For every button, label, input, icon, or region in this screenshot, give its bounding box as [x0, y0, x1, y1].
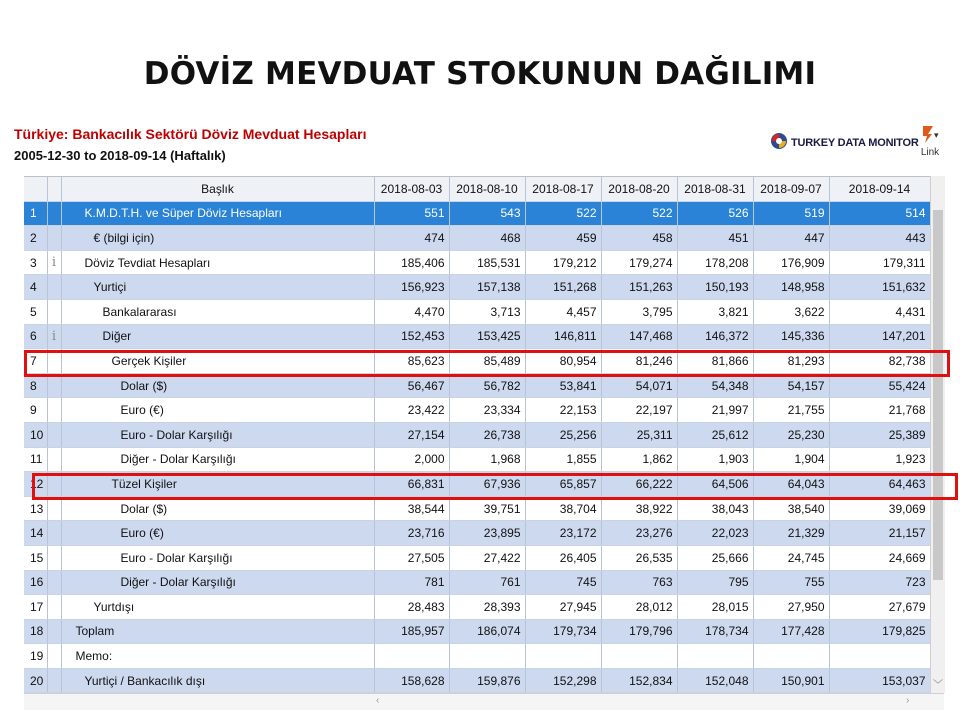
value-cell[interactable]: [601, 644, 677, 669]
value-cell[interactable]: 64,043: [753, 472, 829, 497]
row-label[interactable]: Toplam: [61, 619, 374, 644]
row-number: 9: [24, 398, 47, 423]
table-row[interactable]: [24, 595, 930, 620]
value-cell[interactable]: 81,246: [601, 349, 677, 374]
value-cell[interactable]: 4,457: [525, 299, 601, 324]
value-cell[interactable]: 723: [829, 570, 930, 595]
table-row[interactable]: [24, 398, 930, 423]
value-cell[interactable]: 152,834: [601, 668, 677, 693]
value-cell[interactable]: 25,230: [753, 422, 829, 447]
table-row[interactable]: [24, 619, 930, 644]
value-cell[interactable]: 763: [601, 570, 677, 595]
row-number: 19: [24, 644, 47, 669]
value-cell[interactable]: 745: [525, 570, 601, 595]
row-label[interactable]: Bankalararası: [61, 299, 374, 324]
row-label[interactable]: Gerçek Kişiler: [61, 349, 374, 374]
chevron-left-icon[interactable]: ‹: [376, 695, 380, 706]
value-cell[interactable]: 65,857: [525, 472, 601, 497]
link-button[interactable]: [915, 124, 945, 158]
value-cell[interactable]: 23,334: [449, 398, 525, 423]
table-row[interactable]: [24, 545, 930, 570]
info-cell: [47, 521, 61, 546]
table-row[interactable]: [24, 324, 930, 349]
value-cell[interactable]: 1,855: [525, 447, 601, 472]
value-cell[interactable]: 1,862: [601, 447, 677, 472]
value-cell[interactable]: 1,923: [829, 447, 930, 472]
value-cell[interactable]: 27,422: [449, 545, 525, 570]
info-cell: [47, 570, 61, 595]
info-cell: [47, 275, 61, 300]
value-cell[interactable]: 159,876: [449, 668, 525, 693]
column-header[interactable]: Başlık: [61, 177, 374, 202]
table-row[interactable]: [24, 668, 930, 693]
value-cell[interactable]: [677, 644, 753, 669]
info-column-header: [47, 177, 61, 202]
value-cell[interactable]: 64,506: [677, 472, 753, 497]
value-cell[interactable]: 82,738: [829, 349, 930, 374]
info-cell: [47, 644, 61, 669]
value-cell[interactable]: 80,954: [525, 349, 601, 374]
value-cell[interactable]: 24,745: [753, 545, 829, 570]
value-cell[interactable]: 153,425: [449, 324, 525, 349]
value-cell[interactable]: 25,612: [677, 422, 753, 447]
column-header[interactable]: 2018-08-03: [374, 177, 449, 202]
value-cell[interactable]: 543: [449, 201, 525, 226]
value-cell[interactable]: 179,825: [829, 619, 930, 644]
lightning-link-icon: [915, 124, 945, 147]
value-cell[interactable]: 55,424: [829, 373, 930, 398]
value-cell[interactable]: 145,336: [753, 324, 829, 349]
row-label[interactable]: K.M.D.T.H. ve Süper Döviz Hesapları: [61, 201, 374, 226]
value-cell[interactable]: 26,405: [525, 545, 601, 570]
report-date-range: 2005-12-30 to 2018-09-14 (Haftalık): [14, 148, 226, 163]
row-number: 8: [24, 373, 47, 398]
column-header[interactable]: 2018-08-20: [601, 177, 677, 202]
info-cell: [47, 545, 61, 570]
value-cell[interactable]: [374, 644, 449, 669]
value-cell[interactable]: 151,632: [829, 275, 930, 300]
row-label[interactable]: Yurtiçi / Bankacılık dışı: [61, 668, 374, 693]
value-cell[interactable]: 56,782: [449, 373, 525, 398]
row-label[interactable]: Dolar ($): [61, 496, 374, 521]
value-cell[interactable]: 147,201: [829, 324, 930, 349]
row-number: 17: [24, 595, 47, 620]
value-cell[interactable]: 85,489: [449, 349, 525, 374]
value-cell[interactable]: 146,372: [677, 324, 753, 349]
table-row[interactable]: [24, 447, 930, 472]
row-number: 10: [24, 422, 47, 447]
column-header[interactable]: 2018-08-31: [677, 177, 753, 202]
row-label[interactable]: € (bilgi için): [61, 226, 374, 251]
value-cell[interactable]: 459: [525, 226, 601, 251]
column-header[interactable]: 2018-08-17: [525, 177, 601, 202]
row-number: 14: [24, 521, 47, 546]
value-cell[interactable]: 67,936: [449, 472, 525, 497]
link-dropdown-arrow: ▾: [934, 131, 939, 141]
chevron-right-icon[interactable]: ›: [906, 695, 910, 706]
value-cell[interactable]: 1,904: [753, 447, 829, 472]
value-cell[interactable]: 177,428: [753, 619, 829, 644]
value-cell[interactable]: 1,903: [677, 447, 753, 472]
value-cell[interactable]: 25,256: [525, 422, 601, 447]
value-cell[interactable]: 54,071: [601, 373, 677, 398]
value-cell[interactable]: 27,679: [829, 595, 930, 620]
value-cell[interactable]: 27,950: [753, 595, 829, 620]
value-cell[interactable]: 28,483: [374, 595, 449, 620]
row-number: 18: [24, 619, 47, 644]
row-label[interactable]: Euro (€): [61, 398, 374, 423]
value-cell[interactable]: 26,738: [449, 422, 525, 447]
value-cell[interactable]: 21,157: [829, 521, 930, 546]
value-cell[interactable]: 22,153: [525, 398, 601, 423]
value-cell[interactable]: 85,623: [374, 349, 449, 374]
value-cell[interactable]: 150,901: [753, 668, 829, 693]
value-cell[interactable]: 21,997: [677, 398, 753, 423]
value-cell[interactable]: 151,263: [601, 275, 677, 300]
table-row[interactable]: [24, 644, 930, 669]
value-cell[interactable]: 38,544: [374, 496, 449, 521]
value-cell[interactable]: 755: [753, 570, 829, 595]
value-cell[interactable]: 153,037: [829, 668, 930, 693]
row-number: 6: [24, 324, 47, 349]
vertical-scrollbar[interactable]: [930, 176, 945, 693]
info-icon[interactable]: i: [47, 324, 61, 349]
row-label[interactable]: Memo:: [61, 644, 374, 669]
row-number: 3: [24, 250, 47, 275]
value-cell[interactable]: 21,768: [829, 398, 930, 423]
highlight-box-gercek-kisiler: [24, 350, 950, 377]
value-cell[interactable]: 178,734: [677, 619, 753, 644]
value-cell[interactable]: 81,293: [753, 349, 829, 374]
info-cell: [47, 447, 61, 472]
value-cell[interactable]: 157,138: [449, 275, 525, 300]
value-cell[interactable]: 3,622: [753, 299, 829, 324]
value-cell[interactable]: 447: [753, 226, 829, 251]
value-cell[interactable]: 186,074: [449, 619, 525, 644]
table-row[interactable]: [24, 570, 930, 595]
value-cell[interactable]: 158,628: [374, 668, 449, 693]
data-grid: [24, 176, 931, 693]
value-cell[interactable]: 66,222: [601, 472, 677, 497]
value-cell[interactable]: 781: [374, 570, 449, 595]
brand-logo[interactable]: [770, 132, 919, 153]
row-label[interactable]: Tüzel Kişiler: [61, 472, 374, 497]
value-cell[interactable]: 38,540: [753, 496, 829, 521]
value-cell[interactable]: 26,535: [601, 545, 677, 570]
value-cell[interactable]: 39,069: [829, 496, 930, 521]
column-header[interactable]: 2018-09-07: [753, 177, 829, 202]
row-number: 15: [24, 545, 47, 570]
value-cell[interactable]: 156,923: [374, 275, 449, 300]
value-cell[interactable]: 27,505: [374, 545, 449, 570]
link-label: Link: [920, 147, 940, 158]
report-title: Türkiye: Bankacılık Sektörü Döviz Mevduat Hesapları: [14, 126, 367, 142]
value-cell[interactable]: 514: [829, 201, 930, 226]
row-label[interactable]: Dolar ($): [61, 373, 374, 398]
value-cell[interactable]: 53,841: [525, 373, 601, 398]
value-cell[interactable]: 795: [677, 570, 753, 595]
globe-logo-icon: [770, 132, 788, 153]
info-cell: [47, 201, 61, 226]
row-label[interactable]: Euro (€): [61, 521, 374, 546]
value-cell[interactable]: 179,311: [829, 250, 930, 275]
row-label[interactable]: Diğer - Dolar Karşılığı: [61, 570, 374, 595]
value-cell[interactable]: 27,154: [374, 422, 449, 447]
info-cell: [47, 619, 61, 644]
value-cell[interactable]: 152,048: [677, 668, 753, 693]
row-label[interactable]: Diğer: [61, 324, 374, 349]
value-cell[interactable]: 81,866: [677, 349, 753, 374]
value-cell[interactable]: [525, 644, 601, 669]
value-cell[interactable]: 451: [677, 226, 753, 251]
info-cell: [47, 398, 61, 423]
value-cell[interactable]: 39,751: [449, 496, 525, 521]
value-cell[interactable]: 179,734: [525, 619, 601, 644]
value-cell[interactable]: 28,393: [449, 595, 525, 620]
row-number: 7: [24, 349, 47, 374]
value-cell[interactable]: 23,895: [449, 521, 525, 546]
row-number: 13: [24, 496, 47, 521]
value-cell[interactable]: 64,463: [829, 472, 930, 497]
table-row[interactable]: [24, 275, 930, 300]
value-cell[interactable]: 146,811: [525, 324, 601, 349]
row-label[interactable]: Döviz Tevdiat Hesapları: [61, 250, 374, 275]
value-cell[interactable]: 23,716: [374, 521, 449, 546]
value-cell[interactable]: 474: [374, 226, 449, 251]
horizontal-scrollbar[interactable]: [24, 693, 944, 710]
value-cell[interactable]: 185,406: [374, 250, 449, 275]
value-cell[interactable]: 24,669: [829, 545, 930, 570]
row-label[interactable]: Euro - Dolar Karşılığı: [61, 422, 374, 447]
value-cell[interactable]: 25,311: [601, 422, 677, 447]
row-number: 12: [24, 472, 47, 497]
value-cell[interactable]: 179,796: [601, 619, 677, 644]
brand-name: TURKEY DATA MONITOR: [791, 136, 919, 149]
table-row[interactable]: [24, 226, 930, 251]
value-cell[interactable]: 27,945: [525, 595, 601, 620]
value-cell[interactable]: [449, 644, 525, 669]
value-cell[interactable]: 22,023: [677, 521, 753, 546]
value-cell[interactable]: 151,268: [525, 275, 601, 300]
value-cell[interactable]: 3,821: [677, 299, 753, 324]
table-row[interactable]: [24, 299, 930, 324]
value-cell[interactable]: 468: [449, 226, 525, 251]
chevron-down-icon[interactable]: ﹀: [933, 680, 943, 691]
table-row[interactable]: [24, 521, 930, 546]
value-cell[interactable]: 54,157: [753, 373, 829, 398]
value-cell[interactable]: 3,795: [601, 299, 677, 324]
value-cell[interactable]: 152,298: [525, 668, 601, 693]
info-cell: [47, 668, 61, 693]
value-cell[interactable]: 25,389: [829, 422, 930, 447]
slide-title: DÖVİZ MEVDUAT STOKUNUN DAĞILIMI: [143, 56, 817, 92]
value-cell[interactable]: 147,468: [601, 324, 677, 349]
row-number: 2: [24, 226, 47, 251]
value-cell[interactable]: [753, 644, 829, 669]
column-header[interactable]: 2018-09-14: [829, 177, 930, 202]
row-label[interactable]: Euro - Dolar Karşılığı: [61, 545, 374, 570]
row-number: 1: [24, 201, 47, 226]
value-cell[interactable]: 152,453: [374, 324, 449, 349]
value-cell[interactable]: 761: [449, 570, 525, 595]
value-cell[interactable]: 28,015: [677, 595, 753, 620]
table-row[interactable]: [24, 201, 930, 226]
value-cell[interactable]: 179,274: [601, 250, 677, 275]
value-cell[interactable]: 185,531: [449, 250, 525, 275]
value-cell[interactable]: 23,276: [601, 521, 677, 546]
info-cell: [47, 226, 61, 251]
value-cell[interactable]: 25,666: [677, 545, 753, 570]
row-number-header: [24, 177, 47, 202]
value-cell[interactable]: 38,922: [601, 496, 677, 521]
row-label[interactable]: Yurtiçi: [61, 275, 374, 300]
table-row[interactable]: [24, 422, 930, 447]
value-cell[interactable]: 176,909: [753, 250, 829, 275]
info-icon[interactable]: i: [47, 250, 61, 275]
value-cell[interactable]: 522: [525, 201, 601, 226]
grid-header-row: [24, 177, 930, 202]
value-cell[interactable]: 54,348: [677, 373, 753, 398]
column-header[interactable]: 2018-08-10: [449, 177, 525, 202]
value-cell[interactable]: 148,958: [753, 275, 829, 300]
value-cell[interactable]: 522: [601, 201, 677, 226]
value-cell[interactable]: 56,467: [374, 373, 449, 398]
value-cell[interactable]: 28,012: [601, 595, 677, 620]
value-cell[interactable]: 551: [374, 201, 449, 226]
info-cell: [47, 595, 61, 620]
value-cell[interactable]: 3,713: [449, 299, 525, 324]
value-cell[interactable]: 178,208: [677, 250, 753, 275]
row-number: 4: [24, 275, 47, 300]
row-number: 20: [24, 668, 47, 693]
info-cell: [47, 299, 61, 324]
value-cell[interactable]: 23,172: [525, 521, 601, 546]
value-cell[interactable]: 66,831: [374, 472, 449, 497]
value-cell[interactable]: 4,431: [829, 299, 930, 324]
value-cell[interactable]: 150,193: [677, 275, 753, 300]
value-cell[interactable]: 1,968: [449, 447, 525, 472]
value-cell[interactable]: 38,704: [525, 496, 601, 521]
value-cell[interactable]: 179,212: [525, 250, 601, 275]
value-cell[interactable]: 519: [753, 201, 829, 226]
value-cell[interactable]: 21,329: [753, 521, 829, 546]
row-number: 11: [24, 447, 47, 472]
value-cell[interactable]: 185,957: [374, 619, 449, 644]
row-number: 5: [24, 299, 47, 324]
info-cell: [47, 422, 61, 447]
value-cell[interactable]: 458: [601, 226, 677, 251]
row-label[interactable]: Yurtdışı: [61, 595, 374, 620]
value-cell[interactable]: 23,422: [374, 398, 449, 423]
highlight-box-tuzel-kisiler: [32, 473, 958, 500]
value-cell[interactable]: 38,043: [677, 496, 753, 521]
table-row[interactable]: [24, 250, 930, 275]
value-cell[interactable]: 443: [829, 226, 930, 251]
value-cell[interactable]: 21,755: [753, 398, 829, 423]
row-number: 16: [24, 570, 47, 595]
row-label[interactable]: Diğer - Dolar Karşılığı: [61, 447, 374, 472]
value-cell[interactable]: 526: [677, 201, 753, 226]
value-cell[interactable]: 4,470: [374, 299, 449, 324]
value-cell[interactable]: 2,000: [374, 447, 449, 472]
value-cell[interactable]: [829, 644, 930, 669]
vertical-scroll-thumb[interactable]: [933, 210, 943, 580]
value-cell[interactable]: 22,197: [601, 398, 677, 423]
